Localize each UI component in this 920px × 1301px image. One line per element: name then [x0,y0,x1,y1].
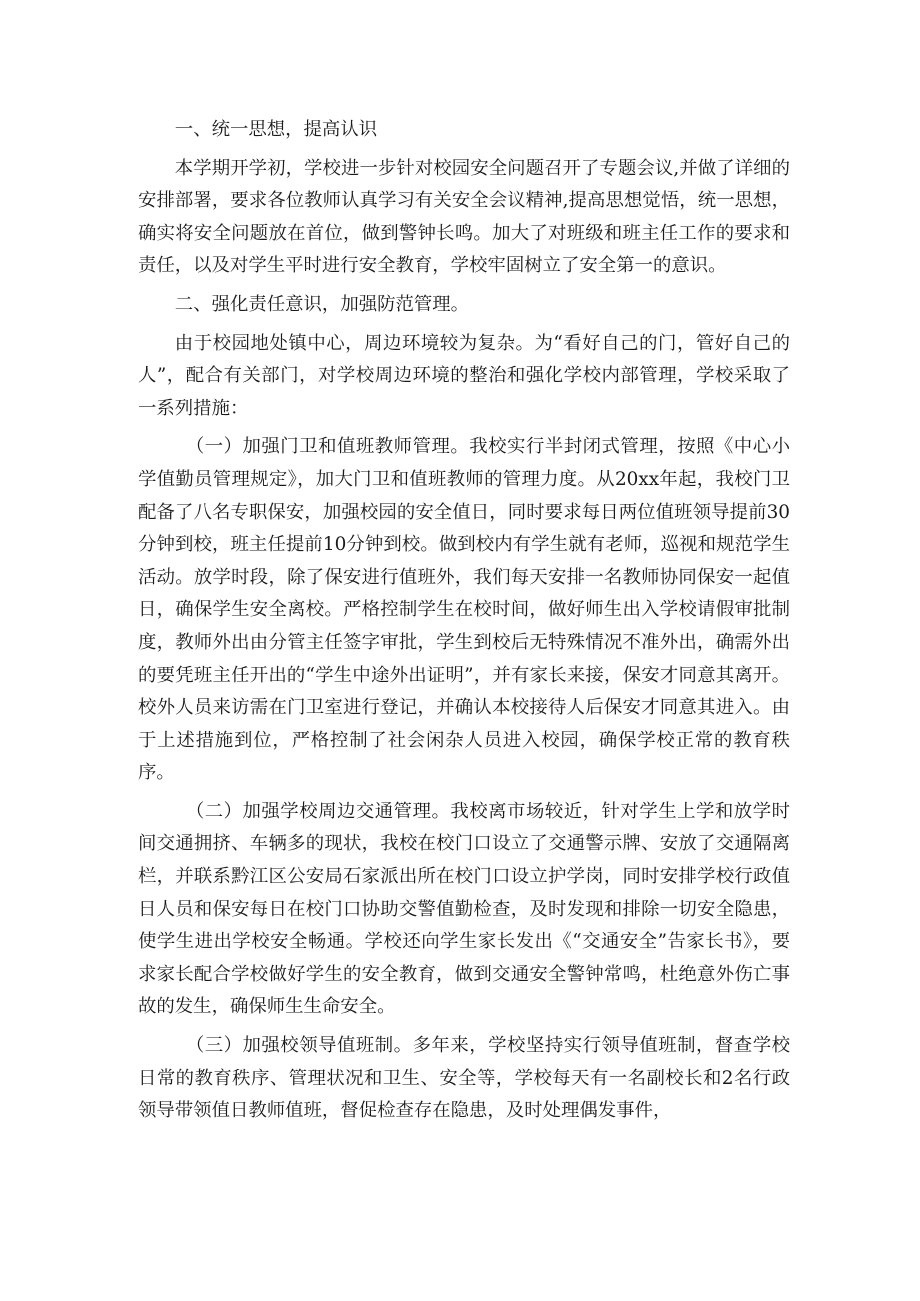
paragraph-2: 由于校园地处镇中心，周边环境较为复杂。为“看好自己的门，管好自己的人”，配合有关部门，对学校周边环境的整治和强化学校内部管理，学校采取了一系列措施： [138,332,790,419]
subsection-paragraph-1: （一）加强门卫和值班教师管理。我校实行半封闭式管理，按照《中心小学值勤员管理规定》，加大门卫和值班教师的管理力度。从20xx年起，我校门卫配备了八名专职保安，加强校园的安全值日，同时要求每日两位值班领导提前30分钟到校，班主任提前10分钟到校。做到校内有学生就有老师，巡视和规范学生活动。放学时段，除了保安进行值班外，我们每天安排一名教师协同保安一起值日，确保学生安全离校。严格控制学生在校时间，做好师生出入学校请假审批制度，教师外出由分管主任签字审批，学生到校后无特殊情况不准外出，确需外出的要凭班主任开出的“学生中途外出证明”，并有家长来接，保安才同意其离开。校外人员来访需在门卫室进行登记，并确认本校接待人后保安才同意其进入。由于上述措施到位，严格控制了社会闲杂人员进入校园，确保学校正常的教育秩序。 [138,436,790,784]
paragraph-1: 本学期开学初，学校进一步针对校园安全问题召开了专题会议,并做了详细的安排部署，要求各位教师认真学习有关安全会议精神,提高思想觉悟，统一思想，确实将安全问题放在首位，做到警钟长鸣。加大了对班级和班主任工作的要求和责任，以及对学生平时进行安全教育，学校牢固树立了安全第一的意识。 [138,157,790,277]
subsection-paragraph-2: （二）加强学校周边交通管理。我校离市场较近，针对学生上学和放学时间交通拥挤、车辆多的现状，我校在校门口设立了交通警示牌、安放了交通隔离栏，并联系黔江区公安局石家派出所在校门口设立护学岗，同时安排学校行政值日人员和保安每日在校门口协助交警值勤检查，及时发现和排除一切安全隐患，使学生进出学校安全畅通。学校还向学生家长发出《“交通安全”告家长书》，要求家长配合学校做好学生的安全教育，做到交通安全警钟常鸣，杜绝意外伤亡事故的发生，确保师生生命安全。 [138,800,790,1018]
document-page [138,114,790,1134]
section-heading-1: 一、统一思想，提高认识 [174,119,378,140]
subsection-paragraph-3: （三）加强校领导值班制。多年来，学校坚持实行领导值班制，督查学校日常的教育秩序、管理状况和卫生、安全等，学校每天有一名副校长和2名行政领导带领值日教师值班，督促检查存在隐患，及时处理偶发事件， [138,1035,790,1122]
section-heading-2: 二、强化责任意识，加强防范管理。 [174,293,470,315]
